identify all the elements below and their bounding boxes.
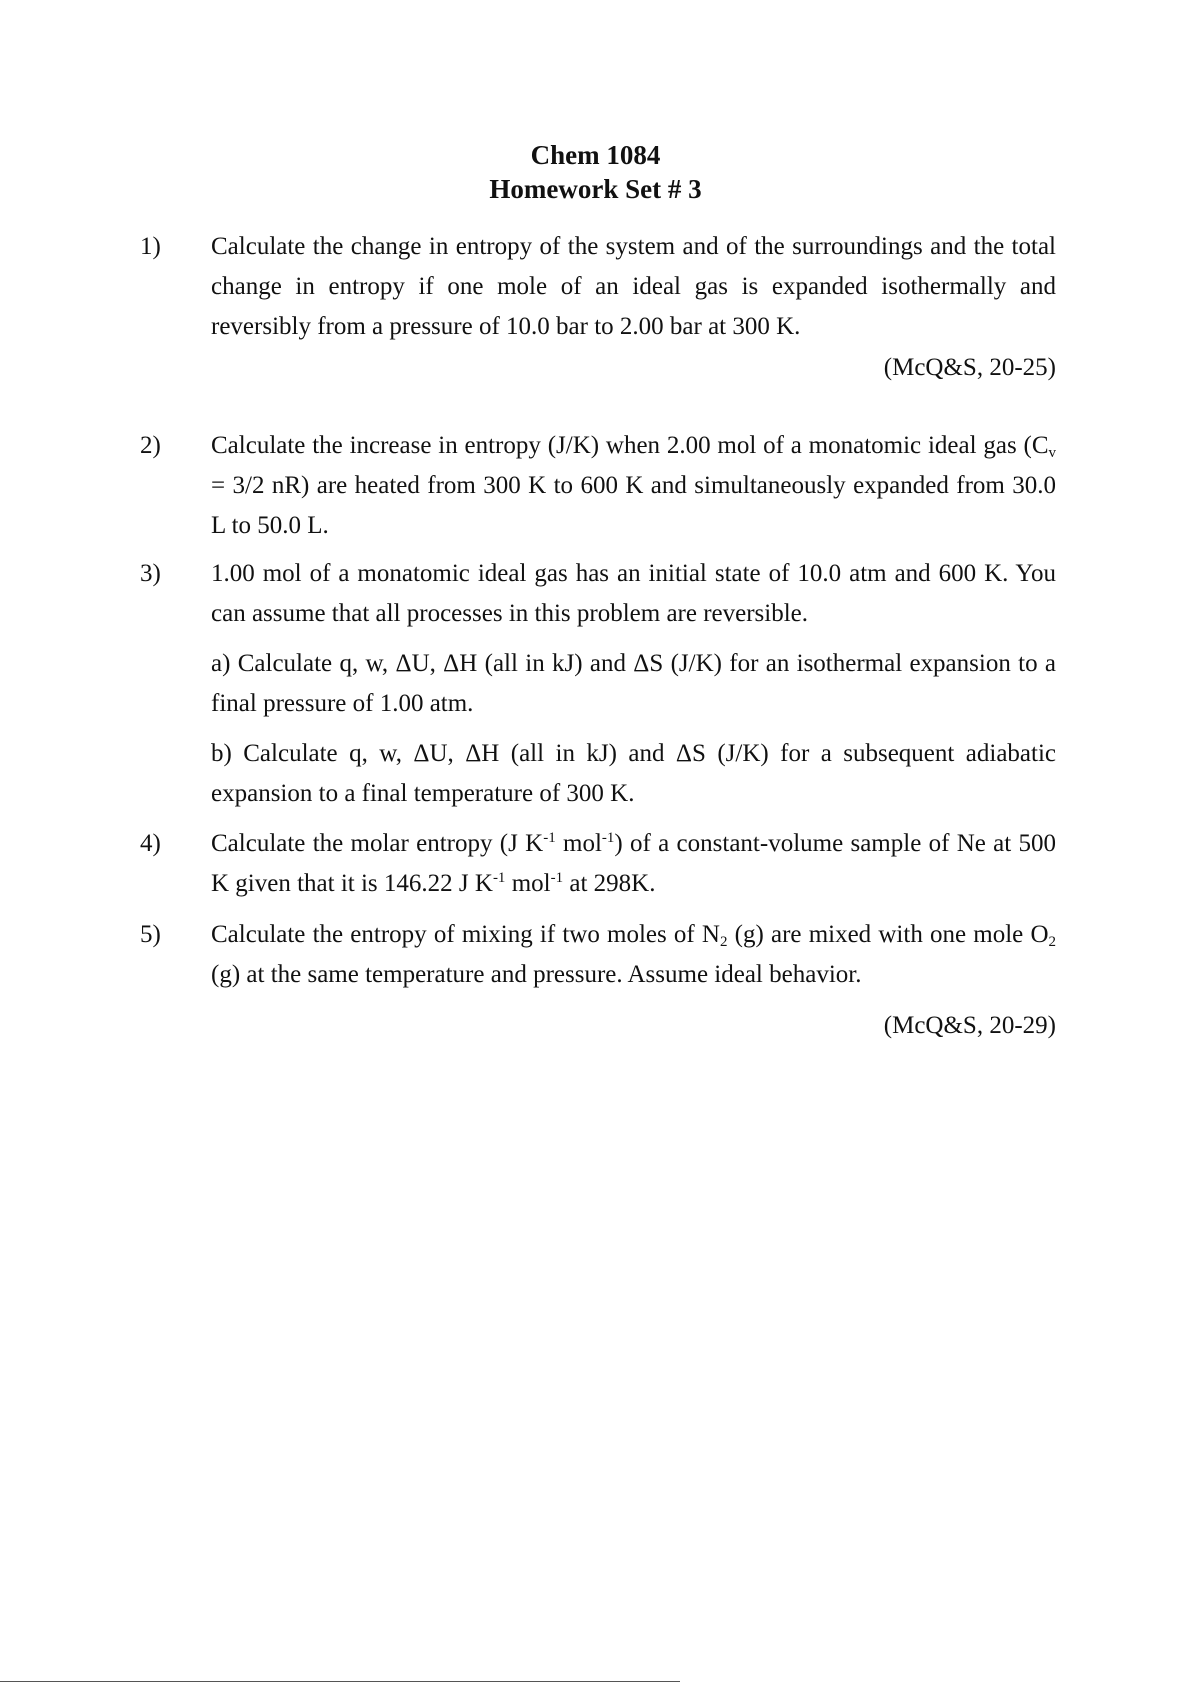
subscript: 2: [719, 934, 728, 950]
superscript: -1: [550, 870, 564, 886]
course-title: Chem 1084: [530, 140, 661, 170]
problem-number: 2): [140, 432, 161, 459]
problem-5-seg2: (g) are mixed with one mole O: [727, 921, 1049, 948]
problem-3-part-b: b) Calculate q, w, ΔU, ΔH (all in kJ) and ΔS (J/K) for a subsequent adiabatic expansion to a final temperature of 300 K.: [211, 740, 1056, 807]
problem-2-text-part2: = 3/2 nR) are heated from 300 K to 600 K and simultaneously expanded from 30.0 L to 50.0 L.: [211, 472, 1056, 539]
problem-5-seg1: Calculate the entropy of mixing if two moles of N: [211, 921, 720, 948]
problem-5-seg3: (g) at the same temperature and pressure. Assume ideal behavior.: [211, 961, 862, 988]
problem-number: 1): [140, 233, 161, 260]
problem-number: 3): [140, 560, 161, 587]
problem-1-text: Calculate the change in entropy of the system and of the surroundings and the total change in entropy if one mole of an ideal gas is expanded isothermally and reversibly from a pressure of 10.0 bar to 2.00 bar at 300 K.: [211, 233, 1056, 340]
superscript: -1: [492, 870, 506, 886]
superscript: -1: [543, 830, 556, 846]
problem-4-seg1: Calculate the molar entropy (J K: [211, 830, 544, 857]
problem-3-part-a: a) Calculate q, w, ΔU, ΔH (all in kJ) and ΔS (J/K) for an isothermal expansion to a final pressure of 1.00 atm.: [211, 650, 1056, 717]
problem-text: [211, 554, 1056, 634]
cv-subscript: v: [1048, 445, 1056, 461]
problem-2-text-part1: Calculate the increase in entropy (J/K) when 2.00 mol of a monatomic ideal gas (C: [211, 432, 1049, 459]
problem-3-text: 1.00 mol of a monatomic ideal gas has an initial state of 10.0 atm and 600 K. You can assume that all processes in this problem are reversible.: [211, 560, 1056, 627]
page-header: [0, 138, 1191, 206]
problem-4-text: [211, 824, 1056, 904]
problem-1-reference: (McQ&S, 20-25): [883, 354, 1056, 381]
problem-text: [211, 227, 1056, 347]
footer-rule: [0, 1681, 680, 1682]
problem-5-text: [211, 915, 1056, 995]
subscript: 2: [1048, 934, 1056, 950]
problem-5-reference: (McQ&S, 20-29): [883, 1012, 1056, 1039]
problem-4-seg4: mol: [505, 870, 551, 897]
problem-2-text: [211, 426, 1056, 546]
problem-number: 4): [140, 830, 161, 857]
problem-text: [211, 915, 1056, 995]
superscript: -1: [601, 830, 615, 846]
problem-4-seg3: ) of a constant-volume sample of Ne at 500 K given that it is 146.22 J K: [211, 830, 1056, 897]
homework-title: Homework Set # 3: [489, 174, 702, 204]
problem-text: [211, 824, 1056, 904]
problem-text: [211, 426, 1056, 546]
problem-number: 5): [140, 921, 161, 948]
problem-4-seg2: mol: [555, 830, 602, 857]
problem-4-seg5: at 298K.: [563, 870, 656, 897]
